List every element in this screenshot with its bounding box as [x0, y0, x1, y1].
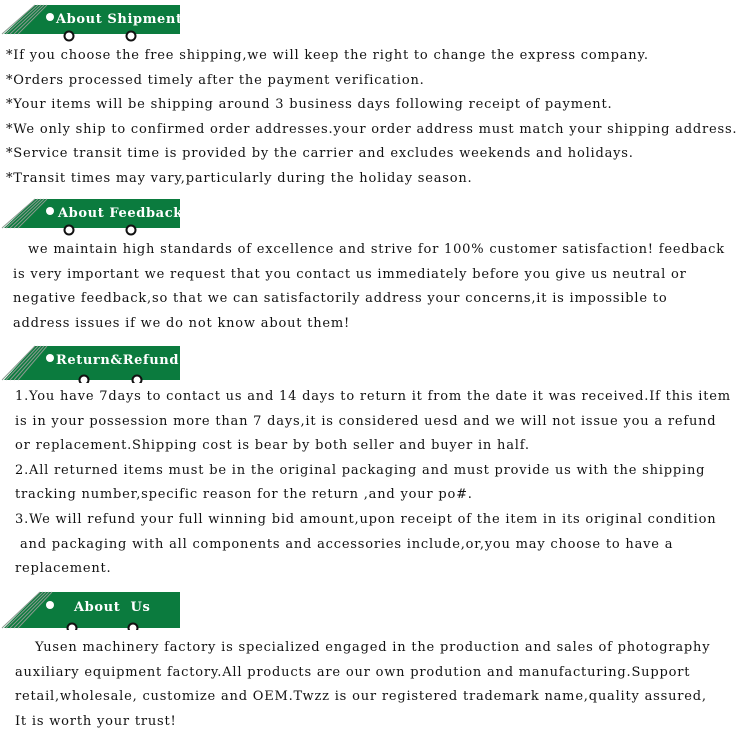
refund-line: is in your possession more than 7 days,it is considered uesd and we will not issue you a refund — [15, 413, 717, 429]
refund-banner — [0, 343, 182, 383]
refund-line: 3.We will refund your full winning bid amount,upon receipt of the item in its original condition — [15, 511, 717, 527]
shipment-banner — [0, 2, 182, 42]
refund-line: tracking number,specific reason for the return ,and your po#. — [15, 487, 473, 503]
about-us-banner — [0, 590, 182, 630]
about-us-line: It is worth your trust! — [15, 713, 177, 729]
feedback-section — [0, 196, 750, 336]
refund-title: Return&Refund — [56, 353, 180, 368]
about-us-line: auxiliary equipment factory.All products are our own prodution and manufacturing.Support — [15, 664, 691, 680]
feedback-paragraph — [0, 238, 750, 336]
refund-line: 1.You have 7days to contact us and 14 days to return it from the date it was received.If this item — [15, 389, 731, 404]
feedback-line: address issues if we do not know about them! — [13, 315, 351, 331]
refund-line: 2.All returned items must be in the original packaging and must provide us with the shipping — [15, 462, 706, 478]
feedback-title: About Feedback — [58, 206, 183, 221]
feedback-banner — [0, 196, 182, 236]
refund-section — [0, 343, 750, 582]
shipment-line: *Service transit time is provided by the carrier and excludes weekends and holidays. — [6, 146, 634, 162]
about-us-paragraph — [0, 636, 750, 734]
shipment-section — [0, 2, 750, 192]
shipment-line: *We only ship to confirmed order addresses.your order address must match your shipping address. — [6, 121, 738, 137]
about-us-line: Yusen machinery factory is specialized engaged in the production and sales of photography — [35, 640, 711, 655]
feedback-line: we maintain high standards of excellence and strive for 100% customer satisfaction! feedback — [28, 242, 725, 257]
about-us-section — [0, 590, 750, 734]
shipment-title: About Shipment — [56, 12, 183, 27]
about-us-line: retail,wholesale, customize and OEM.Twzz is our registered trademark name,quality assured, — [15, 689, 707, 705]
refund-paragraph — [0, 385, 750, 582]
about-us-title: About Us — [74, 600, 151, 615]
shipment-list — [0, 44, 750, 192]
shipment-line: *Your items will be shipping around 3 business days following receipt of payment. — [6, 97, 613, 113]
shipment-line: *Orders processed timely after the payment verification. — [6, 72, 425, 88]
shipment-line: *If you choose the free shipping,we will keep the right to change the express company. — [6, 48, 649, 63]
refund-line: or replacement.Shipping cost is bear by both seller and buyer in half. — [15, 438, 530, 454]
feedback-line: negative feedback,so that we can satisfactorily address your concerns,it is impossible to — [13, 291, 668, 307]
refund-line: replacement. — [15, 561, 112, 577]
shipment-line: *Transit times may vary,particularly during the holiday season. — [6, 170, 473, 186]
refund-line: and packaging with all components and accessories include,or,you may choose to have a — [20, 536, 674, 552]
feedback-line: is very important we request that you contact us immediately before you give us neutral or — [13, 266, 687, 282]
